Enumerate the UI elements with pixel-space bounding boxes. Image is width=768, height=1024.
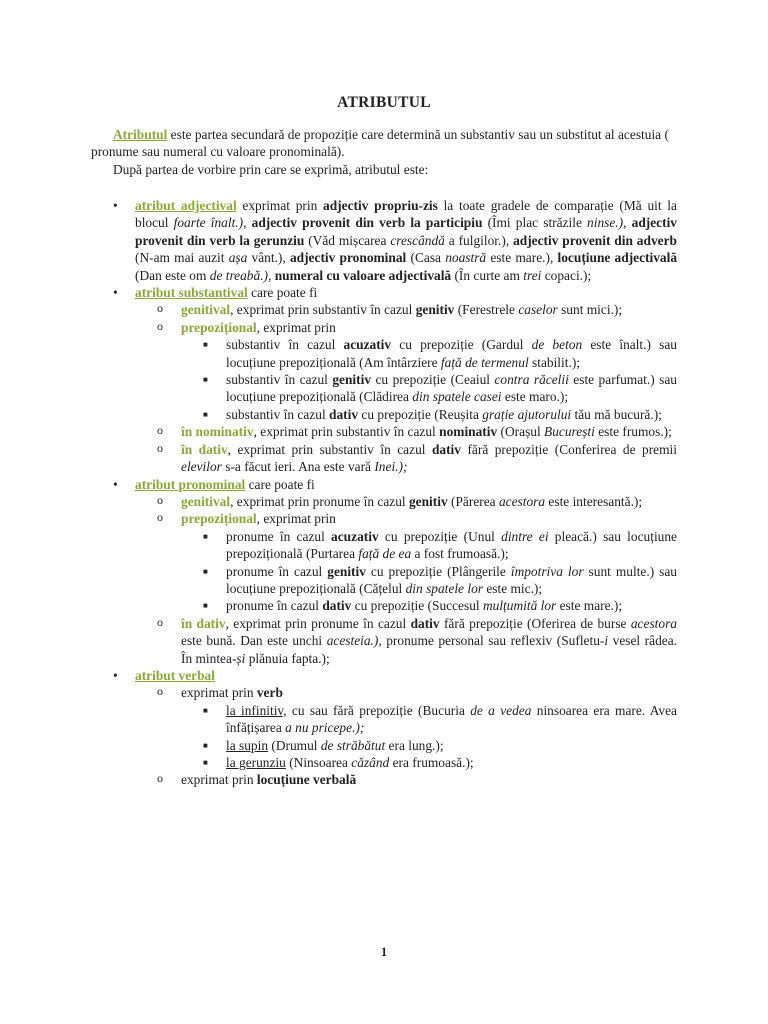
text-run: este înalt.) sau locuțiune prepozițională (Am întârziere [226,337,677,370]
text-run: vânt.), [247,250,290,266]
text-run: s-a făcut ieri. Ana este vară [221,459,375,475]
text-run: (N-am mai auzit [135,250,229,266]
square-bullet-icon: ■ [203,531,208,541]
text-run: cu prepoziție (Unul [378,528,502,544]
text-run: substantiv în cazul [226,372,333,388]
text-run: ninsoarea era mare. Avea înfățișarea [226,702,677,736]
text-run: cu sau fără prepoziție (Bucuria [286,702,471,718]
text-run: atribut adjectival [135,198,237,213]
text-run: acuzativ [343,337,392,353]
sub-item-substantival-dativ [91,441,677,476]
page-title: ATRIBUTUL [337,94,431,111]
sub-sub-item-supin [91,737,677,754]
bullet-icon: • [113,667,118,683]
sub-sub-item [91,563,677,598]
square-bullet-icon: ■ [203,409,208,419]
text-run: așa [228,250,248,266]
text-run: , exprimat prin substantiv în cazul [230,302,416,318]
text-run: nominativ [439,424,498,440]
text-run: (Îmi plac străzile [482,215,588,231]
text-run: atribut pronominal [135,476,246,492]
text-run: cu prepoziție (Ceaiul [371,372,495,388]
sub-sub-item-infinitiv [91,702,677,737]
text-run: a nu pricepe.); [285,720,365,736]
text-run: genitiv [415,302,455,318]
text-run: genitiv [327,563,366,579]
sub-item-substantival-nominativ [91,423,677,440]
text-run: prepozițional [181,319,257,335]
text-run: vesel râdea. În mintea- [181,633,677,666]
text-run: la supin [226,737,269,753]
text-run: verb [256,685,283,701]
text-run: pronume personal sau reflexiv (Sufletu- [381,633,605,649]
text-run: (Văd mișcarea [304,232,391,248]
text-run: în dativ [181,615,226,631]
circle-bullet-icon: o [157,684,163,699]
text-run: (Părerea [447,493,499,509]
text-run: de a vedea [470,702,532,718]
text-run: crescândă [390,232,445,248]
text-run: împotriva lor [510,563,584,579]
text-run: era frumoasă.); [389,755,474,770]
bullet-icon: • [113,476,118,492]
sub-sub-item [91,371,677,406]
text-run: de străbătut [320,737,386,753]
text-run: în dativ [181,441,228,457]
sub-item-pronominal-genitival [91,493,677,510]
sub-item-pronominal-prepozitional [91,510,677,527]
list-item-verbal [91,667,677,684]
term-atributul: Atributul [113,127,168,142]
text-run: elevilor [181,459,222,475]
text-run: pronume în cazul [226,528,332,544]
text-run: la gerunziu [226,755,286,770]
text-run: genitiv [332,372,372,388]
square-bullet-icon: ■ [203,601,208,611]
text-run: dintre ei [501,528,549,544]
text-run: de beton [531,337,583,353]
sub-item-verbal-verb [91,684,677,701]
bullet-icon: • [113,198,118,213]
text-run: , exprimat prin pronume în cazul [230,493,409,509]
text-run: exprimat prin [236,198,324,213]
text-run: plănuia fapta.); [245,650,330,666]
text-run: (Orașul [497,424,545,440]
sub-item-pronominal-dativ [91,615,677,667]
text-run: adjectiv pronominal [289,250,407,266]
text-run: acestora [630,615,677,631]
text-run: , exprimat prin pronume în cazul [225,615,411,631]
circle-bullet-icon: o [157,318,163,333]
text-run: prepozițional [181,511,257,527]
text-run: , exprimat prin [256,511,336,527]
text-run: cu prepoziție (Reușita [358,406,483,422]
text-run: acesteia.), [326,633,382,649]
sub-item-verbal-locutiune [91,771,677,788]
text-run: fără prepoziție (Conferirea de premii [460,441,677,457]
square-bullet-icon: ■ [203,375,208,385]
text-run: mulțumită lor [482,598,557,614]
text-run: și [236,650,246,666]
list-item-adjectival [91,197,677,284]
text-run: pronume în cazul [226,563,328,579]
text-run: adjectiv provenit din verb la gerunziu [135,215,677,248]
intro-lead: După partea de vorbire prin care se exprimă, atributul este: [113,161,429,177]
text-run: față de ea [358,546,412,562]
square-bullet-icon: ■ [203,340,208,350]
text-run: dativ [410,615,440,631]
text-run: de treabă.), [209,267,272,283]
text-run: este maro.); [501,389,569,405]
text-run: este mic.); [482,580,543,596]
sub-sub-item [91,528,677,563]
text-run: trei [523,267,542,283]
text-run: , exprimat prin substantiv în cazul [227,441,432,457]
text-run: este interesantă.); [545,493,643,509]
text-run: , exprimat prin [256,319,336,335]
circle-bullet-icon: o [157,301,163,316]
text-run: genitival [181,493,231,509]
text-run: atribut verbal [135,667,215,683]
text-run: grație ajutorului [482,406,572,422]
text-run: pronume în cazul [226,598,323,614]
text-run: adjectiv propriu-zis [323,198,438,213]
sub-sub-item [91,406,677,423]
bullet-icon: • [113,285,118,301]
text-run: acestora [498,493,546,509]
text-run: substantiv în cazul [226,337,344,353]
sub-item-substantival-genitival [91,301,677,318]
text-run: București [544,424,595,440]
text-run: sunt mici.); [557,302,623,318]
text-run: era lung.); [385,737,444,753]
text-run: este parfumat.) sau locuțiune prepozițională (Clădirea [226,372,678,405]
text-run: tău mă bucură.); [571,406,662,422]
text-run: (În curte am [451,267,524,283]
text-run: foarte înalt.), [173,215,247,231]
square-bullet-icon: ■ [203,566,208,576]
text-run: acuzativ [331,528,379,544]
text-run: locuțiune verbală [256,772,357,788]
circle-bullet-icon: o [157,492,163,507]
sub-item-substantival-prepozitional [91,319,677,336]
text-run: noastră [445,250,487,266]
text-run: ninse.), [587,215,627,231]
text-run: caselor [518,302,558,318]
text-run: exprimat prin [181,685,257,701]
text-run: din spatele casei [412,389,502,405]
text-run: a fulgilor.), [444,232,514,248]
text-run: numeral cu valoare adjectivală [274,267,452,283]
text-run: genitiv [408,493,448,509]
text-run: dativ [329,406,359,422]
sub-sub-item [91,336,677,371]
text-run: (Ninsoarea [285,755,352,770]
main-list [91,197,677,789]
text-run: substantiv în cazul [226,406,330,422]
text-run: din spatele lor [405,580,483,596]
text-run: dativ [431,441,461,457]
text-run: cu prepoziție (Succesul [351,598,483,614]
text-run: căzând [351,755,390,770]
square-bullet-icon: ■ [203,740,208,750]
text-run: pleacă.) sau locuțiune prepozițională (Purtarea [226,528,678,562]
document-body [91,126,677,178]
text-run: este mare.); [556,598,623,614]
text-run: care poate fi [247,285,318,301]
circle-bullet-icon: o [157,440,163,455]
text-run: (Dan este om [135,267,210,283]
text-run: la infinitiv, [226,702,287,718]
text-run: este frumos.); [594,424,672,440]
text-run: Inei.); [374,459,408,475]
text-run: cu prepoziție (Plângerile [365,563,511,579]
text-run: fără prepoziție (Oferirea de burse [439,615,631,631]
sub-sub-item-gerunziu [91,754,677,771]
text-run: este mare.), [486,250,558,266]
circle-bullet-icon: o [157,423,163,438]
text-run: care poate fi [245,476,315,492]
text-run: în nominativ [181,424,254,440]
sub-sub-item [91,597,677,614]
text-run: sunt multe.) sau locuțiune prepozițională (Cățelul [226,563,677,596]
text-run: este bună. Dan este unchi [181,633,327,649]
text-run: atribut substantival [135,285,248,301]
page-number: 1 [380,945,388,959]
text-run: cu prepoziție (Gardul [391,337,532,353]
text-run: genitival [181,302,231,318]
text-run: adjectiv provenit din adverb [513,232,677,248]
text-run: i [604,633,609,649]
list-item-pronominal [91,476,677,493]
text-run: la toate gradele de comparație (Mă uit la blocul [135,198,677,231]
text-run: adjectiv provenit din verb la participiu [251,215,483,231]
text-run: stabilit.); [528,354,580,370]
text-run: este partea secundară de propoziție care determină un substantiv sau un substitut al acestuia ( pronume sau numeral cu valoare pronominală). [91,127,669,160]
text-run: (Ferestrele [454,302,519,318]
square-bullet-icon: ■ [203,758,208,767]
circle-bullet-icon: o [157,510,163,525]
square-bullet-icon: ■ [203,705,208,715]
text-run: față de termenul [440,354,529,370]
circle-bullet-icon: o [157,771,163,786]
text-run: a fost frumoasă.); [411,546,509,562]
text-run: exprimat prin [181,772,257,788]
text-run: copaci.); [541,267,592,283]
text-run: dativ [322,598,352,614]
text-run: (Drumul [268,737,321,753]
list-item-substantival [91,284,677,301]
text-run: contra răcelii [494,372,569,388]
circle-bullet-icon: o [157,614,163,629]
text-run: locuțiune adjectivală [557,250,678,266]
text-run: , exprimat prin substantiv în cazul [253,424,440,440]
intro-paragraph [91,126,677,161]
text-run: (Casa [406,250,446,266]
